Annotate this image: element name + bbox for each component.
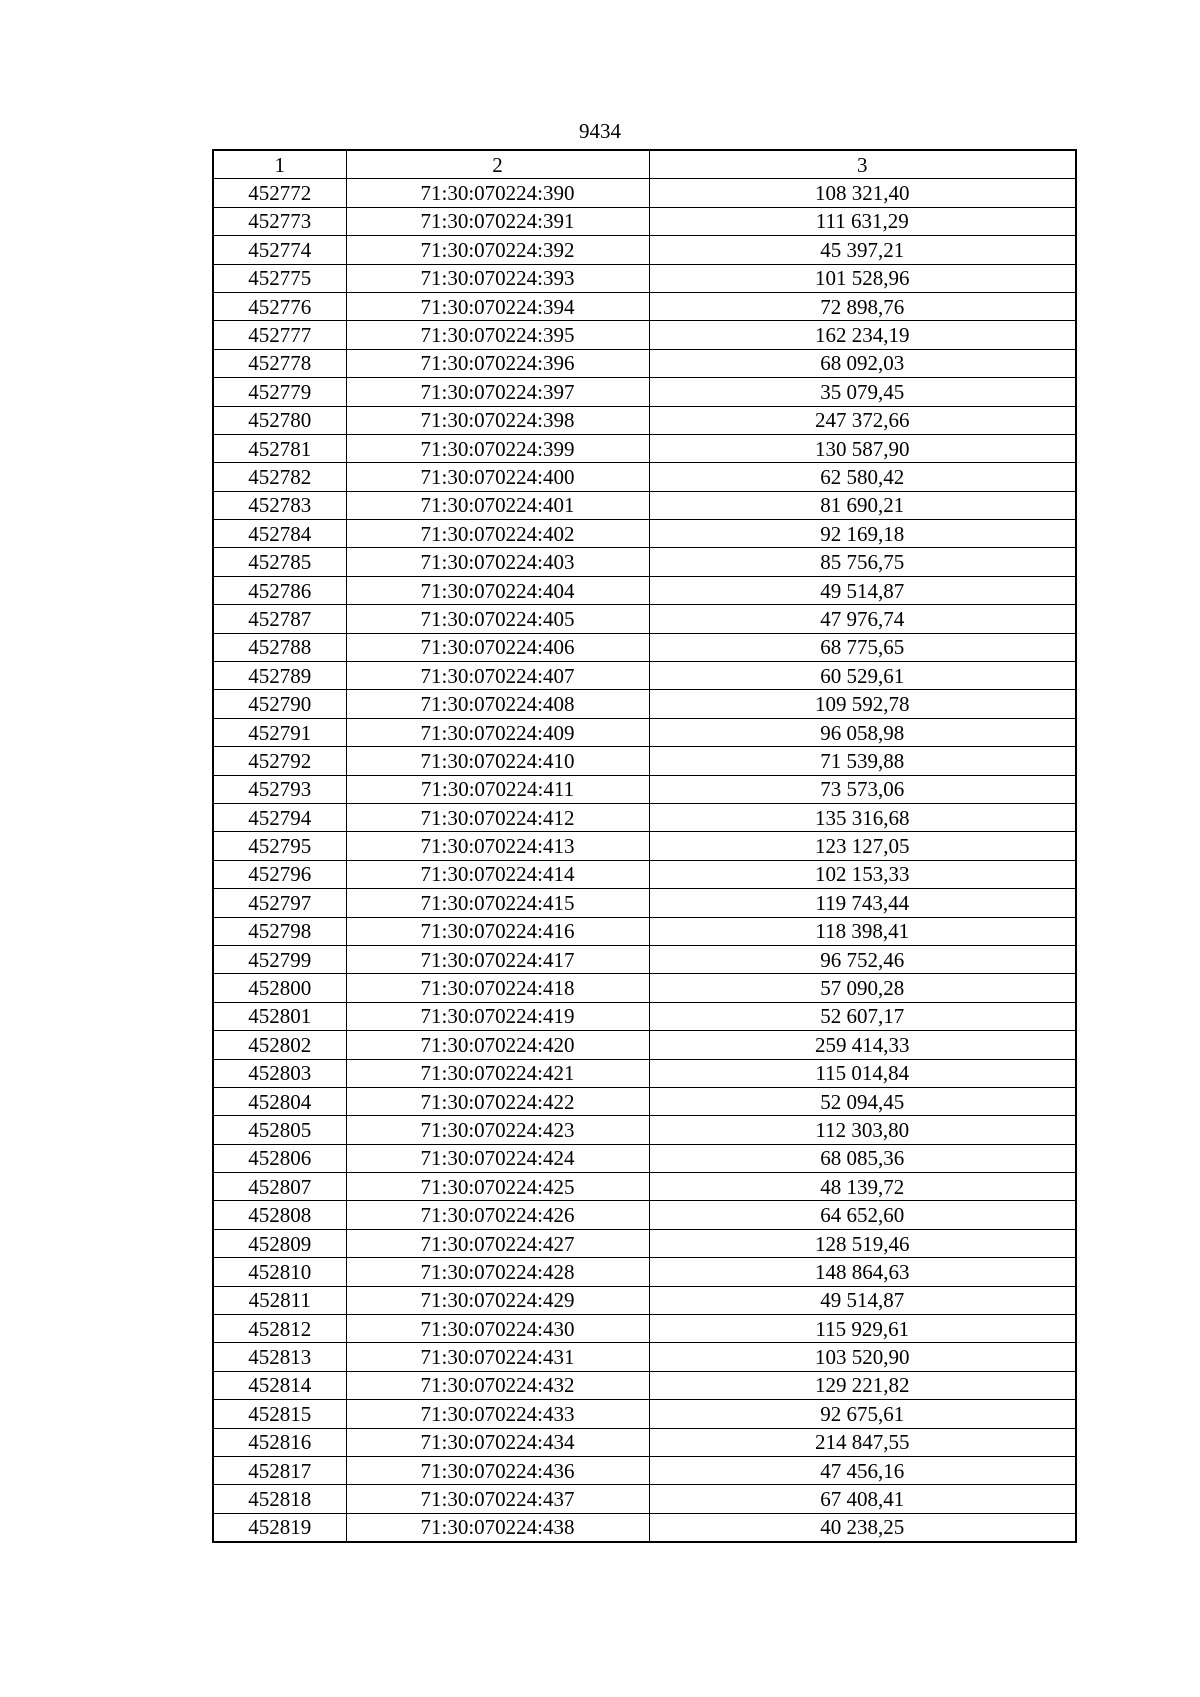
cadastral-number-cell: 71:30:070224:410 (346, 747, 649, 775)
row-number-cell: 452804 (213, 1087, 346, 1115)
table-row (213, 633, 1076, 661)
table-row (213, 662, 1076, 690)
row-number-cell: 452790 (213, 690, 346, 718)
cadastral-number-cell: 71:30:070224:398 (346, 406, 649, 434)
row-number-cell: 452816 (213, 1428, 346, 1456)
table-row (213, 349, 1076, 377)
row-number-cell: 452817 (213, 1456, 346, 1484)
row-number-cell: 452808 (213, 1201, 346, 1229)
table-row (213, 576, 1076, 604)
row-number-cell: 452785 (213, 548, 346, 576)
cadastral-number-cell: 71:30:070224:408 (346, 690, 649, 718)
row-number-cell: 452775 (213, 264, 346, 292)
row-number-cell: 452773 (213, 207, 346, 235)
cadastral-number-cell: 71:30:070224:406 (346, 633, 649, 661)
value-cell: 48 139,72 (649, 1173, 1076, 1201)
table-row (213, 1002, 1076, 1030)
table-row (213, 917, 1076, 945)
row-number-cell: 452797 (213, 889, 346, 917)
cadastral-number-cell: 71:30:070224:425 (346, 1173, 649, 1201)
cadastral-number-cell: 71:30:070224:401 (346, 491, 649, 519)
cadastral-number-cell: 71:30:070224:412 (346, 803, 649, 831)
row-number-cell: 452779 (213, 378, 346, 406)
cadastral-number-cell: 71:30:070224:411 (346, 775, 649, 803)
table-row (213, 1428, 1076, 1456)
row-number-cell: 452803 (213, 1059, 346, 1087)
table-row (213, 945, 1076, 973)
cadastral-number-cell: 71:30:070224:402 (346, 520, 649, 548)
row-number-cell: 452791 (213, 718, 346, 746)
row-number-cell: 452793 (213, 775, 346, 803)
cadastral-number-cell: 71:30:070224:413 (346, 832, 649, 860)
cadastral-number-cell: 71:30:070224:434 (346, 1428, 649, 1456)
table-row (213, 520, 1076, 548)
cadastral-number-cell: 71:30:070224:397 (346, 378, 649, 406)
value-cell: 60 529,61 (649, 662, 1076, 690)
value-cell: 135 316,68 (649, 803, 1076, 831)
value-cell: 47 456,16 (649, 1456, 1076, 1484)
table-row (213, 1059, 1076, 1087)
value-cell: 96 058,98 (649, 718, 1076, 746)
table-row (213, 1371, 1076, 1399)
value-cell: 57 090,28 (649, 974, 1076, 1002)
table-row (213, 1144, 1076, 1172)
value-cell: 81 690,21 (649, 491, 1076, 519)
cadastral-number-cell: 71:30:070224:437 (346, 1485, 649, 1513)
value-cell: 162 234,19 (649, 321, 1076, 349)
page-number: 9434 (579, 119, 621, 143)
value-cell: 64 652,60 (649, 1201, 1076, 1229)
row-number-cell: 452812 (213, 1315, 346, 1343)
column-header: 2 (346, 150, 649, 179)
value-cell: 111 631,29 (649, 207, 1076, 235)
table-row (213, 548, 1076, 576)
value-cell: 109 592,78 (649, 690, 1076, 718)
cadastral-number-cell: 71:30:070224:399 (346, 434, 649, 462)
cadastral-number-cell: 71:30:070224:438 (346, 1513, 649, 1542)
row-number-cell: 452787 (213, 605, 346, 633)
row-number-cell: 452806 (213, 1144, 346, 1172)
value-cell: 40 238,25 (649, 1513, 1076, 1542)
cadastral-number-cell: 71:30:070224:417 (346, 945, 649, 973)
table-row (213, 406, 1076, 434)
table-row (213, 775, 1076, 803)
value-cell: 129 221,82 (649, 1371, 1076, 1399)
value-cell: 119 743,44 (649, 889, 1076, 917)
value-cell: 112 303,80 (649, 1116, 1076, 1144)
cadastral-number-cell: 71:30:070224:432 (346, 1371, 649, 1399)
row-number-cell: 452796 (213, 860, 346, 888)
row-number-cell: 452794 (213, 803, 346, 831)
cadastral-number-cell: 71:30:070224:421 (346, 1059, 649, 1087)
table-row (213, 974, 1076, 1002)
table-row (213, 207, 1076, 235)
value-cell: 102 153,33 (649, 860, 1076, 888)
table-row (213, 718, 1076, 746)
row-number-cell: 452774 (213, 236, 346, 264)
value-cell: 52 094,45 (649, 1087, 1076, 1115)
cadastral-number-cell: 71:30:070224:423 (346, 1116, 649, 1144)
cadastral-number-cell: 71:30:070224:430 (346, 1315, 649, 1343)
table-row (213, 292, 1076, 320)
row-number-cell: 452788 (213, 633, 346, 661)
row-number-cell: 452800 (213, 974, 346, 1002)
cadastral-number-cell: 71:30:070224:407 (346, 662, 649, 690)
value-cell: 115 014,84 (649, 1059, 1076, 1087)
value-cell: 247 372,66 (649, 406, 1076, 434)
table-row (213, 860, 1076, 888)
table-row (213, 690, 1076, 718)
row-number-cell: 452807 (213, 1173, 346, 1201)
table-row (213, 378, 1076, 406)
value-cell: 67 408,41 (649, 1485, 1076, 1513)
value-cell: 49 514,87 (649, 576, 1076, 604)
table-row (213, 605, 1076, 633)
row-number-cell: 452809 (213, 1229, 346, 1257)
row-number-cell: 452799 (213, 945, 346, 973)
cadastral-number-cell: 71:30:070224:416 (346, 917, 649, 945)
table-row (213, 889, 1076, 917)
table-row (213, 1513, 1076, 1542)
column-header: 3 (649, 150, 1076, 179)
table-row (213, 747, 1076, 775)
value-cell: 52 607,17 (649, 1002, 1076, 1030)
value-cell: 259 414,33 (649, 1031, 1076, 1059)
table-row (213, 1315, 1076, 1343)
table-row (213, 803, 1076, 831)
row-number-cell: 452777 (213, 321, 346, 349)
cadastral-number-cell: 71:30:070224:418 (346, 974, 649, 1002)
cadastral-number-cell: 71:30:070224:409 (346, 718, 649, 746)
table-row (213, 1173, 1076, 1201)
value-cell: 62 580,42 (649, 463, 1076, 491)
cadastral-number-cell: 71:30:070224:429 (346, 1286, 649, 1314)
cadastral-number-cell: 71:30:070224:395 (346, 321, 649, 349)
value-cell: 92 169,18 (649, 520, 1076, 548)
value-cell: 123 127,05 (649, 832, 1076, 860)
value-cell: 92 675,61 (649, 1400, 1076, 1428)
row-number-cell: 452814 (213, 1371, 346, 1399)
value-cell: 96 752,46 (649, 945, 1076, 973)
value-cell: 47 976,74 (649, 605, 1076, 633)
value-cell: 68 775,65 (649, 633, 1076, 661)
cadastral-number-cell: 71:30:070224:394 (346, 292, 649, 320)
row-number-cell: 452802 (213, 1031, 346, 1059)
value-cell: 214 847,55 (649, 1428, 1076, 1456)
cadastral-number-cell: 71:30:070224:431 (346, 1343, 649, 1371)
cadastral-number-cell: 71:30:070224:426 (346, 1201, 649, 1229)
table-row (213, 264, 1076, 292)
table-row (213, 1343, 1076, 1371)
table-row (213, 1456, 1076, 1484)
data-table (212, 149, 1077, 1543)
cadastral-number-cell: 71:30:070224:404 (346, 576, 649, 604)
row-number-cell: 452819 (213, 1513, 346, 1542)
value-cell: 73 573,06 (649, 775, 1076, 803)
table-row (213, 1286, 1076, 1314)
cadastral-number-cell: 71:30:070224:390 (346, 179, 649, 207)
cadastral-number-cell: 71:30:070224:414 (346, 860, 649, 888)
table-row (213, 1400, 1076, 1428)
table-header-row (213, 150, 1076, 179)
cadastral-number-cell: 71:30:070224:393 (346, 264, 649, 292)
row-number-cell: 452795 (213, 832, 346, 860)
cadastral-number-cell: 71:30:070224:436 (346, 1456, 649, 1484)
row-number-cell: 452776 (213, 292, 346, 320)
value-cell: 108 321,40 (649, 179, 1076, 207)
value-cell: 128 519,46 (649, 1229, 1076, 1257)
cadastral-number-cell: 71:30:070224:419 (346, 1002, 649, 1030)
cadastral-number-cell: 71:30:070224:427 (346, 1229, 649, 1257)
value-cell: 101 528,96 (649, 264, 1076, 292)
table-row (213, 1116, 1076, 1144)
row-number-cell: 452801 (213, 1002, 346, 1030)
table-body (213, 179, 1076, 1542)
cadastral-number-cell: 71:30:070224:422 (346, 1087, 649, 1115)
row-number-cell: 452805 (213, 1116, 346, 1144)
row-number-cell: 452813 (213, 1343, 346, 1371)
row-number-cell: 452772 (213, 179, 346, 207)
table-row (213, 463, 1076, 491)
table-row (213, 1229, 1076, 1257)
table-row (213, 491, 1076, 519)
value-cell: 115 929,61 (649, 1315, 1076, 1343)
cadastral-number-cell: 71:30:070224:405 (346, 605, 649, 633)
table-row (213, 832, 1076, 860)
row-number-cell: 452818 (213, 1485, 346, 1513)
value-cell: 72 898,76 (649, 292, 1076, 320)
cadastral-number-cell: 71:30:070224:433 (346, 1400, 649, 1428)
cadastral-number-cell: 71:30:070224:392 (346, 236, 649, 264)
row-number-cell: 452810 (213, 1258, 346, 1286)
value-cell: 68 085,36 (649, 1144, 1076, 1172)
value-cell: 35 079,45 (649, 378, 1076, 406)
cadastral-number-cell: 71:30:070224:428 (346, 1258, 649, 1286)
row-number-cell: 452782 (213, 463, 346, 491)
cadastral-number-cell: 71:30:070224:415 (346, 889, 649, 917)
row-number-cell: 452792 (213, 747, 346, 775)
value-cell: 103 520,90 (649, 1343, 1076, 1371)
value-cell: 118 398,41 (649, 917, 1076, 945)
cadastral-number-cell: 71:30:070224:391 (346, 207, 649, 235)
table-row (213, 179, 1076, 207)
table-row (213, 434, 1076, 462)
table-row (213, 1485, 1076, 1513)
table-row (213, 236, 1076, 264)
cadastral-number-cell: 71:30:070224:403 (346, 548, 649, 576)
row-number-cell: 452786 (213, 576, 346, 604)
row-number-cell: 452783 (213, 491, 346, 519)
row-number-cell: 452815 (213, 1400, 346, 1428)
row-number-cell: 452778 (213, 349, 346, 377)
value-cell: 130 587,90 (649, 434, 1076, 462)
table-row (213, 1087, 1076, 1115)
column-header: 1 (213, 150, 346, 179)
row-number-cell: 452781 (213, 434, 346, 462)
table-row (213, 1201, 1076, 1229)
value-cell: 45 397,21 (649, 236, 1076, 264)
value-cell: 148 864,63 (649, 1258, 1076, 1286)
cadastral-number-cell: 71:30:070224:420 (346, 1031, 649, 1059)
value-cell: 71 539,88 (649, 747, 1076, 775)
value-cell: 68 092,03 (649, 349, 1076, 377)
row-number-cell: 452798 (213, 917, 346, 945)
cadastral-number-cell: 71:30:070224:396 (346, 349, 649, 377)
row-number-cell: 452789 (213, 662, 346, 690)
row-number-cell: 452784 (213, 520, 346, 548)
row-number-cell: 452780 (213, 406, 346, 434)
table-row (213, 1258, 1076, 1286)
cadastral-number-cell: 71:30:070224:400 (346, 463, 649, 491)
cadastral-number-cell: 71:30:070224:424 (346, 1144, 649, 1172)
table-row (213, 321, 1076, 349)
value-cell: 85 756,75 (649, 548, 1076, 576)
table-row (213, 1031, 1076, 1059)
value-cell: 49 514,87 (649, 1286, 1076, 1314)
row-number-cell: 452811 (213, 1286, 346, 1314)
